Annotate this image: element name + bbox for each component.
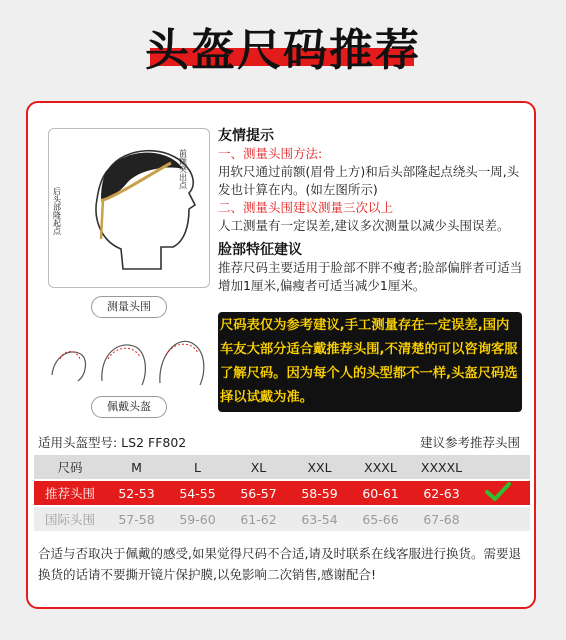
table-cell: 63-54: [301, 511, 338, 527]
wear-helmet-image: [42, 325, 212, 395]
table-cell: 推荐头围: [44, 486, 95, 501]
table-cell: XXL: [307, 459, 332, 475]
tip2-title: 二、测量头围建议测量三次以上: [218, 200, 394, 215]
table-row-international: [34, 507, 530, 531]
table-cell: L: [194, 459, 201, 475]
tips-section: [218, 127, 523, 295]
check-mark-icon: [472, 482, 524, 505]
table-cell: 56-57: [240, 485, 277, 501]
forehead-point-label: 前额突出点: [178, 149, 188, 189]
tip1-body: 用软尺通过前额(眉骨上方)和后头部隆起点绕头一周,头发也计算在内。(如左图所示): [218, 164, 520, 197]
hands-head-illustration: [42, 325, 212, 395]
table-row-recommended: [34, 481, 530, 505]
table-cell: 67-68: [423, 511, 460, 527]
table-cell: M: [131, 459, 142, 475]
head-measure-image: [48, 128, 210, 288]
notice-box: [218, 312, 522, 412]
tip1-title: 一、测量头围方法:: [218, 146, 323, 161]
head-profile-illustration: [49, 129, 209, 287]
table-cell: 52-53: [118, 485, 155, 501]
table-cell: 61-62: [240, 511, 277, 527]
tips-heading: 友情提示: [218, 128, 274, 144]
footer-note: 合适与否取决于佩戴的感受,如果觉得尺码不合适,请及时联系在线客服进行换货。需要退换货的话请不要撕开镜片保护膜,以免影响二次销售,感谢配合!: [38, 546, 521, 582]
size-guide-card: [26, 101, 536, 609]
table-cell: 65-66: [362, 511, 399, 527]
table-caption-suggest: 建议参考推荐头围: [419, 435, 520, 450]
table-cell: 57-58: [118, 511, 155, 527]
face-body: 推荐尺码主要适用于脸部不胖不瘦者;脸部偏胖者可适当增加1厘米,偏瘦者可适当减少1厘米。: [218, 260, 523, 293]
table-cell: 62-63: [423, 485, 460, 501]
back-point-label: 后头部隆起点: [52, 187, 62, 235]
measure-head-label: 测量头围: [91, 296, 167, 318]
page-title: 头盔尺码推荐: [145, 25, 421, 76]
table-cell: XL: [250, 459, 267, 475]
table-cell: XXXL: [364, 459, 397, 475]
table-cell: 58-59: [301, 485, 338, 501]
table-cell: 尺码: [57, 460, 83, 475]
notice-text: 尺码表仅为参考建议,手工测量存在一定误差,国内车友大部分适合戴推荐头围,不清楚的可以咨询客服了解尺码。因为每个人的头型都不一样,头盔尺码选择以试戴为准。: [220, 318, 518, 405]
table-row-header: [34, 455, 530, 479]
page-header: [0, 0, 566, 92]
table-cell: 54-55: [179, 485, 216, 501]
wear-helmet-label: 佩戴头盔: [91, 396, 167, 418]
table-cell: 60-61: [362, 485, 399, 501]
table-cell: 国际头围: [44, 512, 95, 527]
face-heading: 脸部特征建议: [218, 242, 302, 258]
table-cell: 59-60: [179, 511, 216, 527]
tip2-body: 人工测量有一定误差,建议多次测量以减少头围误差。: [218, 218, 510, 233]
table-caption-model: 适用头盔型号: LS2 FF802: [38, 435, 187, 450]
table-cell: XXXXL: [420, 459, 463, 475]
